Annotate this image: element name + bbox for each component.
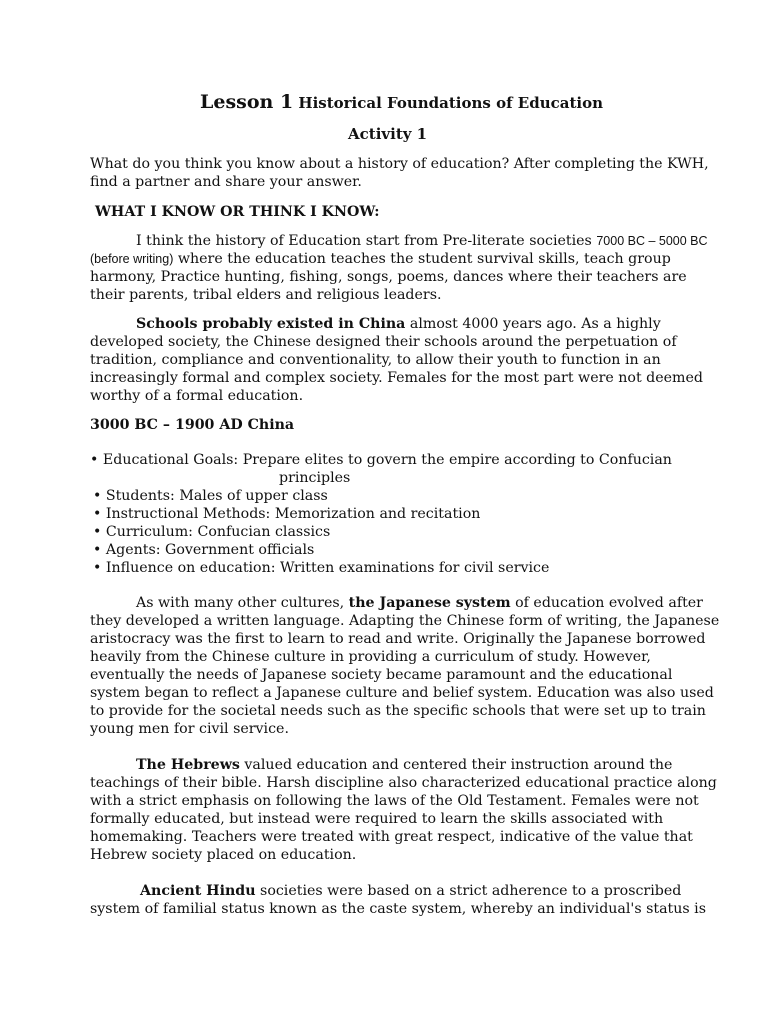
date-range: 7000 BC – 5000 BC xyxy=(596,234,708,248)
paragraph-line: teachings of their bible. Harsh discipline also characterized educational practice along xyxy=(90,775,717,791)
bullet-item: • Curriculum: Confucian classics xyxy=(93,524,331,540)
paragraph-text: I think the history of Education start from Pre-literate societies xyxy=(136,233,597,249)
paragraph-line: formally educated, but instead were required to learn the skills associated with xyxy=(90,811,664,827)
intro-line: find a partner and share your answer. xyxy=(90,174,362,190)
bullet-item: • Influence on education: Written examinations for civil service xyxy=(93,560,550,576)
paragraph-line: system of familial status known as the caste system, whereby an individual's status is xyxy=(90,901,706,917)
bullet-continuation: principles xyxy=(279,470,351,486)
lesson-title: Historical Foundations of Education xyxy=(298,94,603,112)
china-heading: 3000 BC – 1900 AD China xyxy=(90,417,295,433)
page-title xyxy=(200,93,603,112)
paragraph-line: harmony, Practice hunting, fishing, songs, poems, dances where their teachers are xyxy=(90,269,687,285)
paragraph-line xyxy=(140,882,681,900)
bullet-item: • Educational Goals: Prepare elites to govern the empire according to Confucian xyxy=(90,452,672,468)
date-note: (before writing) xyxy=(90,252,174,266)
bullet-item: • Agents: Government officials xyxy=(93,542,315,558)
paragraph-text: societies were based on a strict adherence to a proscribed xyxy=(255,883,682,899)
paragraph-text: valued education and centered their instruction around the xyxy=(239,757,673,773)
paragraph-text: As with many other cultures, xyxy=(136,595,349,611)
paragraph-line: system began to reflect a Japanese culture and belief system. Education was also used xyxy=(90,685,714,701)
paragraph-line: heavily from the Chinese culture in providing a curriculum of study. However, xyxy=(90,649,651,665)
activity-heading: Activity 1 xyxy=(348,125,428,143)
section-heading: WHAT I KNOW OR THINK I KNOW: xyxy=(95,204,380,220)
paragraph-line xyxy=(136,594,703,612)
paragraph-line: their parents, tribal elders and religious leaders. xyxy=(90,287,442,303)
paragraph-line xyxy=(90,250,671,268)
paragraph-line: increasingly formal and complex society. Females for the most part were not deemed xyxy=(90,370,703,386)
paragraph-line: worthy of a formal education. xyxy=(90,388,304,404)
bullet-item: • Students: Males of upper class xyxy=(93,488,328,504)
paragraph-text: where the education teaches the student survival skills, teach group xyxy=(173,251,671,267)
paragraph-line xyxy=(136,756,672,774)
emphasis-text: Ancient Hindu xyxy=(140,883,256,899)
paragraph-line: to provide for the societal needs such as the specific schools that were set up to train xyxy=(90,703,706,719)
paragraph-text: of education evolved after xyxy=(510,595,703,611)
bullet-item: • Instructional Methods: Memorization and recitation xyxy=(93,506,481,522)
paragraph-line: eventually the needs of Japanese society became paramount and the educational xyxy=(90,667,673,683)
paragraph-line: young men for civil service. xyxy=(90,721,289,737)
lesson-number: Lesson 1 xyxy=(200,91,294,113)
paragraph-line: they developed a written language. Adapting the Chinese form of writing, the Japanese xyxy=(90,613,720,629)
paragraph-line: homemaking. Teachers were treated with great respect, indicative of the value that xyxy=(90,829,693,845)
paragraph-line: with a strict emphasis on following the laws of the Old Testament. Females were not xyxy=(90,793,699,809)
paragraph-text: almost 4000 years ago. As a highly xyxy=(405,316,661,332)
intro-line: What do you think you know about a history of education? After completing the KWH, xyxy=(90,156,709,172)
paragraph-line xyxy=(136,232,708,250)
paragraph-line xyxy=(136,315,661,333)
emphasis-text: Schools probably existed in China xyxy=(136,316,406,332)
emphasis-text: the Japanese system xyxy=(348,595,511,611)
paragraph-line: Hebrew society placed on education. xyxy=(90,847,357,863)
paragraph-line: developed society, the Chinese designed their schools around the perpetuation of xyxy=(90,334,677,350)
paragraph-line: aristocracy was the first to learn to read and write. Originally the Japanese borrowed xyxy=(90,631,706,647)
emphasis-text: The Hebrews xyxy=(136,757,240,773)
paragraph-line: tradition, compliance and conventionality, to allow their youth to function in an xyxy=(90,352,661,368)
